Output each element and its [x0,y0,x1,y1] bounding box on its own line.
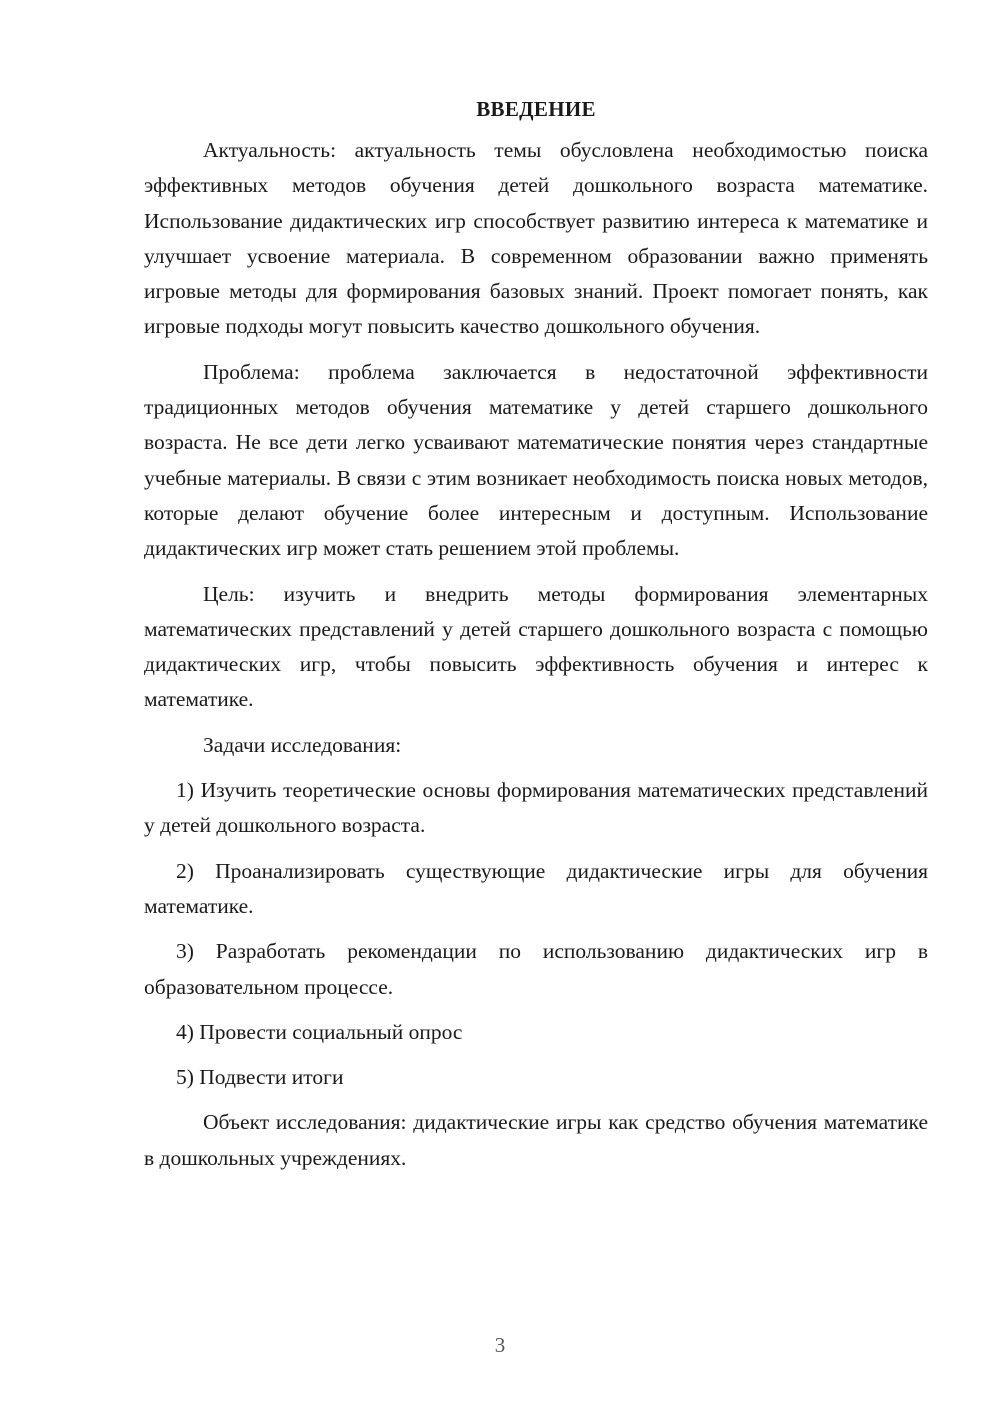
problem-paragraph: Проблема: проблема заключается в недостаточной эффективности традиционных методов обучения математике у детей старшего дошкольного возраста. Не все дети легко усваивают математические понятия через стандартные учебные материалы. В связи с этим возникает необходимость поиска новых методов, которые делают обучение более интересным и доступным. Использование дидактических игр может стать решением этой проблемы. [144,359,928,561]
task-item: 5) Подвести итоги [176,1065,344,1090]
tasks-heading: Задачи исследования: [203,732,402,757]
task-item: 4) Провести социальный опрос [176,1019,463,1044]
page-number: 3 [494,1333,506,1357]
document-page [144,92,928,1186]
task-item: 2) Проанализировать существующие дидактические игры для обучения математике. [144,858,928,918]
goal-paragraph: Цель: изучить и внедрить методы формирования элементарных математических представлений у детей старшего дошкольного возраста с помощью дидактических игр, чтобы повысить эффективность обучения и интерес к математике. [144,581,928,712]
task-item: 1) Изучить теоретические основы формирования математических представлений у детей дошкольного возраста. [144,778,928,838]
object-paragraph: Объект исследования: дидактические игры как средство обучения математике в дошкольных учреждениях. [144,1110,928,1170]
section-title: ВВЕДЕНИЕ [476,97,596,121]
task-item: 3) Разработать рекомендации по использованию дидактических игр в образовательном процессе. [144,939,928,999]
relevance-paragraph: Актуальность: актуальность темы обусловлена необходимостью поиска эффективных методов обучения детей дошкольного возраста математике. Использование дидактических игр способствует развитию интереса к математике и улучшает усвоение материала. В современном образовании важно применять игровые методы для формирования базовых знаний. Проект помогает понять, как игровые подходы могут повысить качество дошкольного обучения. [144,138,928,339]
